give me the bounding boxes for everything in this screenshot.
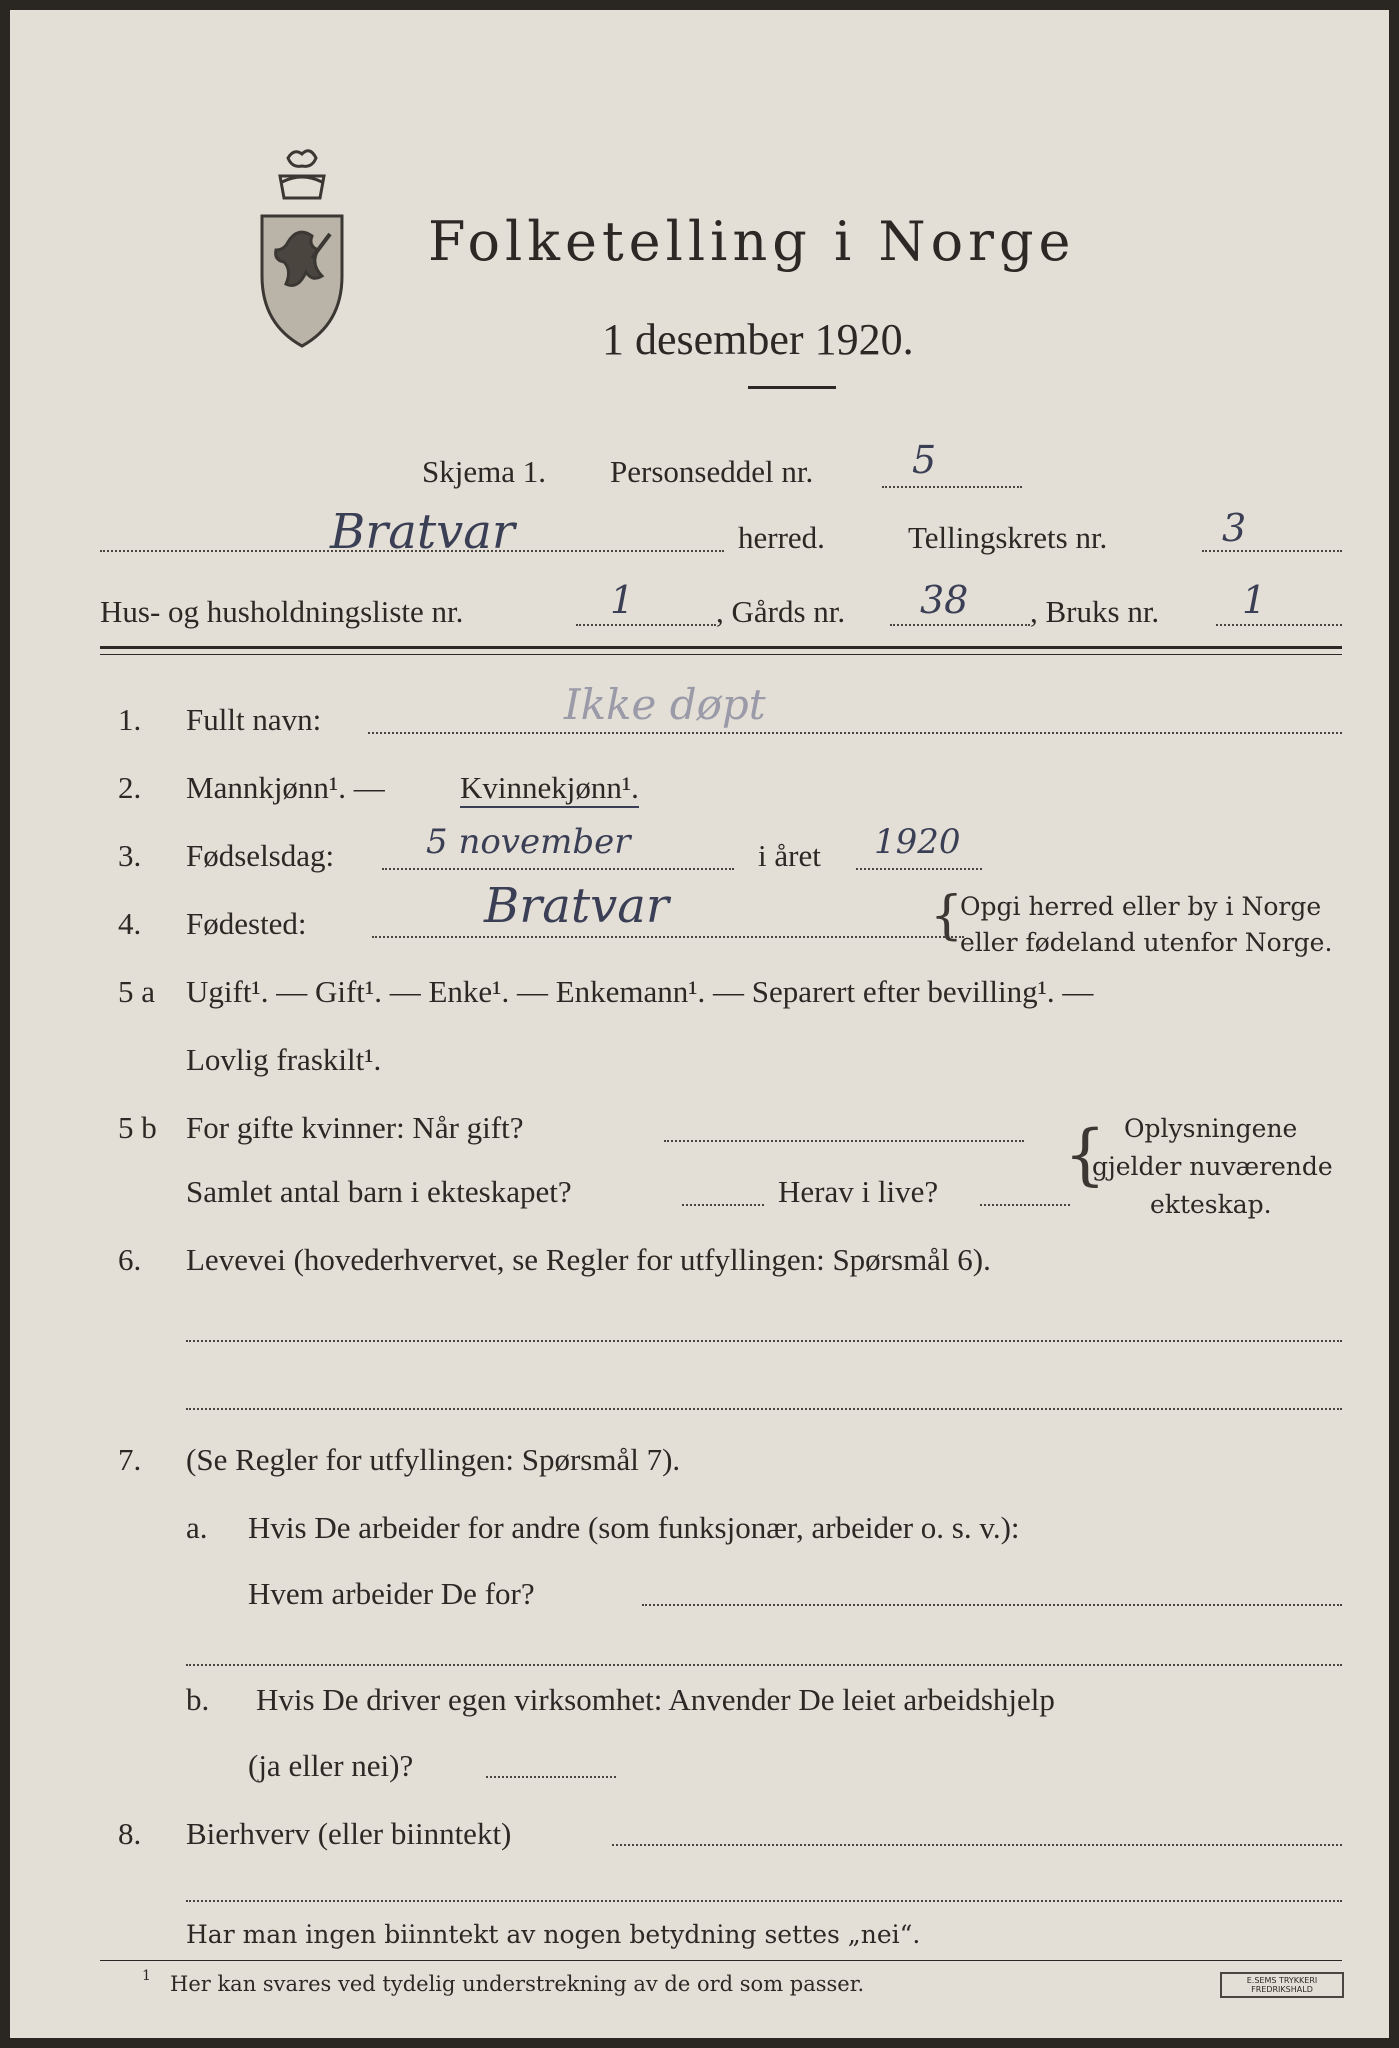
footnote-mark: 1 <box>142 1968 151 1984</box>
hus-label: Hus- og husholdningsliste nr. <box>100 594 464 629</box>
q1-label: Fullt navn: <box>186 702 322 737</box>
footer-divider <box>100 1960 1342 1961</box>
bruks-line <box>1216 624 1342 626</box>
skjema-label: Skjema 1. <box>422 454 546 489</box>
q4-label: Fødested: <box>186 906 307 941</box>
q7a-letter: a. <box>186 1510 208 1545</box>
tellingskrets-line <box>1202 550 1342 552</box>
q3-year-value[interactable]: 1920 <box>874 822 961 862</box>
q4-note-1: Opgi herred eller by i Norge <box>960 892 1322 921</box>
printer-stamp <box>1220 1972 1344 1998</box>
q5a-options[interactable]: Ugift¹. — Gift¹. — Enke¹. — Enkemann¹. — Separert efter bevilling¹. — <box>186 974 1094 1009</box>
header-divider-thin <box>100 654 1342 655</box>
q5b-children: Samlet antal barn i ekteskapet? <box>186 1174 572 1209</box>
q8-line-2[interactable] <box>186 1900 1342 1902</box>
header-divider <box>100 646 1342 649</box>
q5b-number: 5 b <box>118 1110 157 1145</box>
q7b-text: Hvis De driver egen virksomhet: Anvender De leiet arbeidshjelp <box>256 1682 1055 1717</box>
q5b-alive: Herav i live? <box>778 1174 939 1209</box>
q4-number: 4. <box>118 906 142 941</box>
q2-mannkjonn[interactable]: Mannkjønn¹. — <box>186 770 385 805</box>
bruks-label: , Bruks nr. <box>1030 594 1160 629</box>
q5b-note-2: gjelder nuværende <box>1092 1152 1333 1181</box>
q8-text: Bierhverv (eller biinntekt) <box>186 1816 512 1851</box>
tellingskrets-value[interactable]: 3 <box>1222 506 1247 550</box>
herred-value[interactable]: Bratvar <box>330 504 515 560</box>
personseddel-value[interactable]: 5 <box>912 438 937 482</box>
q5b-alive-line <box>980 1204 1070 1206</box>
q6-line-2[interactable] <box>186 1408 1342 1410</box>
title-divider <box>748 386 836 389</box>
q3-value[interactable]: 5 november <box>426 822 631 862</box>
q7b-line[interactable] <box>486 1776 616 1778</box>
census-date: 1 desember 1920. <box>602 315 914 364</box>
q3-number: 3. <box>118 838 142 873</box>
q3-year-line <box>856 868 982 870</box>
q6-text: Levevei (hovederhvervet, se Regler for utfyllingen: Spørsmål 6). <box>186 1242 991 1277</box>
census-form <box>10 10 1389 2038</box>
q8-number: 8. <box>118 1816 142 1851</box>
bruks-value[interactable]: 1 <box>1242 578 1267 622</box>
herred-label: herred. <box>738 520 825 555</box>
q1-value[interactable]: Ikke døpt <box>564 680 766 729</box>
q5b-note-3: ekteskap. <box>1150 1190 1272 1219</box>
q7a-line-1[interactable] <box>642 1604 1342 1606</box>
form-title: Folketelling i Norge <box>428 210 1076 273</box>
q4-brace: { <box>930 886 964 946</box>
q3-label: Fødselsdag: <box>186 838 335 873</box>
q7b-question: (ja eller nei)? <box>248 1748 414 1783</box>
q5b-when-line <box>664 1140 1024 1142</box>
q5b-brace: { <box>1064 1116 1106 1193</box>
gards-label: , Gårds nr. <box>716 594 846 629</box>
gards-value[interactable]: 38 <box>920 578 969 622</box>
q7a-question: Hvem arbeider De for? <box>248 1576 535 1611</box>
q4-value[interactable]: Bratvar <box>484 878 669 934</box>
personseddel-line <box>882 486 1022 488</box>
q1-number: 1. <box>118 702 142 737</box>
q4-line <box>372 936 964 938</box>
hus-value[interactable]: 1 <box>610 578 635 622</box>
gards-line <box>890 624 1030 626</box>
q5a-number: 5 a <box>118 974 156 1009</box>
tellingskrets-label: Tellingskrets nr. <box>908 520 1108 555</box>
q5b-note-1: Oplysningene <box>1124 1114 1298 1143</box>
q8-line-1[interactable] <box>612 1844 1342 1846</box>
q2-kvinnekjonn[interactable]: Kvinnekjønn¹. <box>460 770 639 808</box>
q7a-line-2[interactable] <box>186 1664 1342 1666</box>
q3-year-label: i året <box>758 838 821 873</box>
q4-note-2: eller fødeland utenfor Norge. <box>960 928 1333 957</box>
hus-line <box>576 624 716 626</box>
q7-text: (Se Regler for utfyllingen: Spørsmål 7). <box>186 1442 681 1477</box>
q7a-text: Hvis De arbeider for andre (som funksjonær, arbeider o. s. v.): <box>248 1510 1020 1545</box>
q5b-children-line <box>682 1204 764 1206</box>
printer-stamp-line-2: FREDRIKSHALD <box>1251 1985 1313 1994</box>
q5b-when-married: For gifte kvinner: Når gift? <box>186 1110 524 1145</box>
q8-note: Har man ingen biinntekt av nogen betydning settes „nei“. <box>186 1920 921 1949</box>
q6-number: 6. <box>118 1242 142 1277</box>
footnote-text: Her kan svares ved tydelig understrekning av de ord som passer. <box>170 1972 865 1996</box>
coat-of-arms-icon <box>254 146 350 356</box>
personseddel-label: Personseddel nr. <box>610 454 814 489</box>
q3-line <box>382 868 734 870</box>
q5a-options-cont[interactable]: Lovlig fraskilt¹. <box>186 1042 382 1077</box>
q2-number: 2. <box>118 770 142 805</box>
q6-line-1[interactable] <box>186 1340 1342 1342</box>
printer-stamp-line-1: E.SEMS TRYKKERI <box>1246 1976 1318 1985</box>
q7-number: 7. <box>118 1442 142 1477</box>
q7b-letter: b. <box>186 1682 210 1717</box>
q1-line <box>368 732 1342 734</box>
